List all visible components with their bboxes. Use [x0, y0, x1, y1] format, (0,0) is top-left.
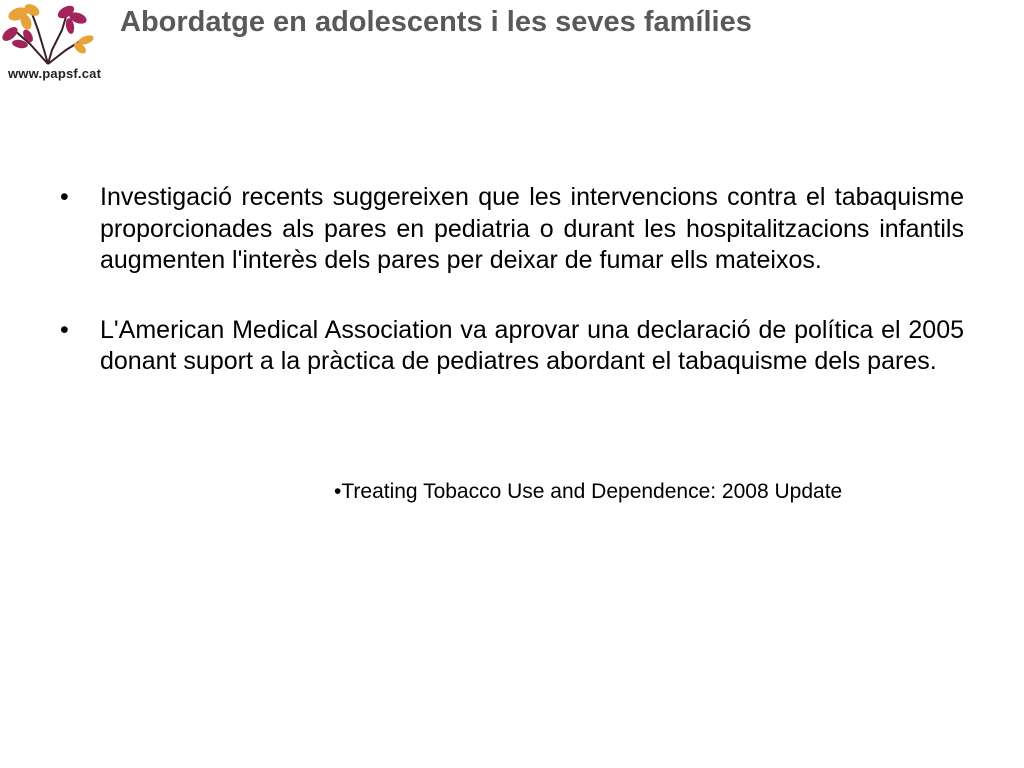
papsf-logo [0, 0, 118, 90]
bullet-dot-icon: • [60, 183, 69, 211]
slide-title: Abordatge en adolescents i les seves famílies [120, 6, 752, 38]
logo-url-text: www.papsf.cat [8, 66, 102, 81]
bullet-text: Investigació recents suggereixen que les intervencions contra el tabaquisme proporcionades als pares en pediatria o durant les hospitalitzacions infantils augmenten l'interès dels pares per deixar de fumar ells mateixos. [100, 183, 964, 274]
bullet-item [54, 315, 964, 378]
bullet-item [54, 182, 964, 277]
bullet-dot-icon: • [60, 315, 69, 344]
flower-logo-icon [0, 0, 96, 66]
source-reference: •Treating Tobacco Use and Dependence: 2008 Update [334, 480, 843, 503]
bullet-list [54, 182, 964, 416]
bullet-text: L'American Medical Association va aprovar una declaració de política el 2005 donant suport a la pràctica de pediatres abordant el tabaquisme dels pares. [100, 315, 964, 375]
